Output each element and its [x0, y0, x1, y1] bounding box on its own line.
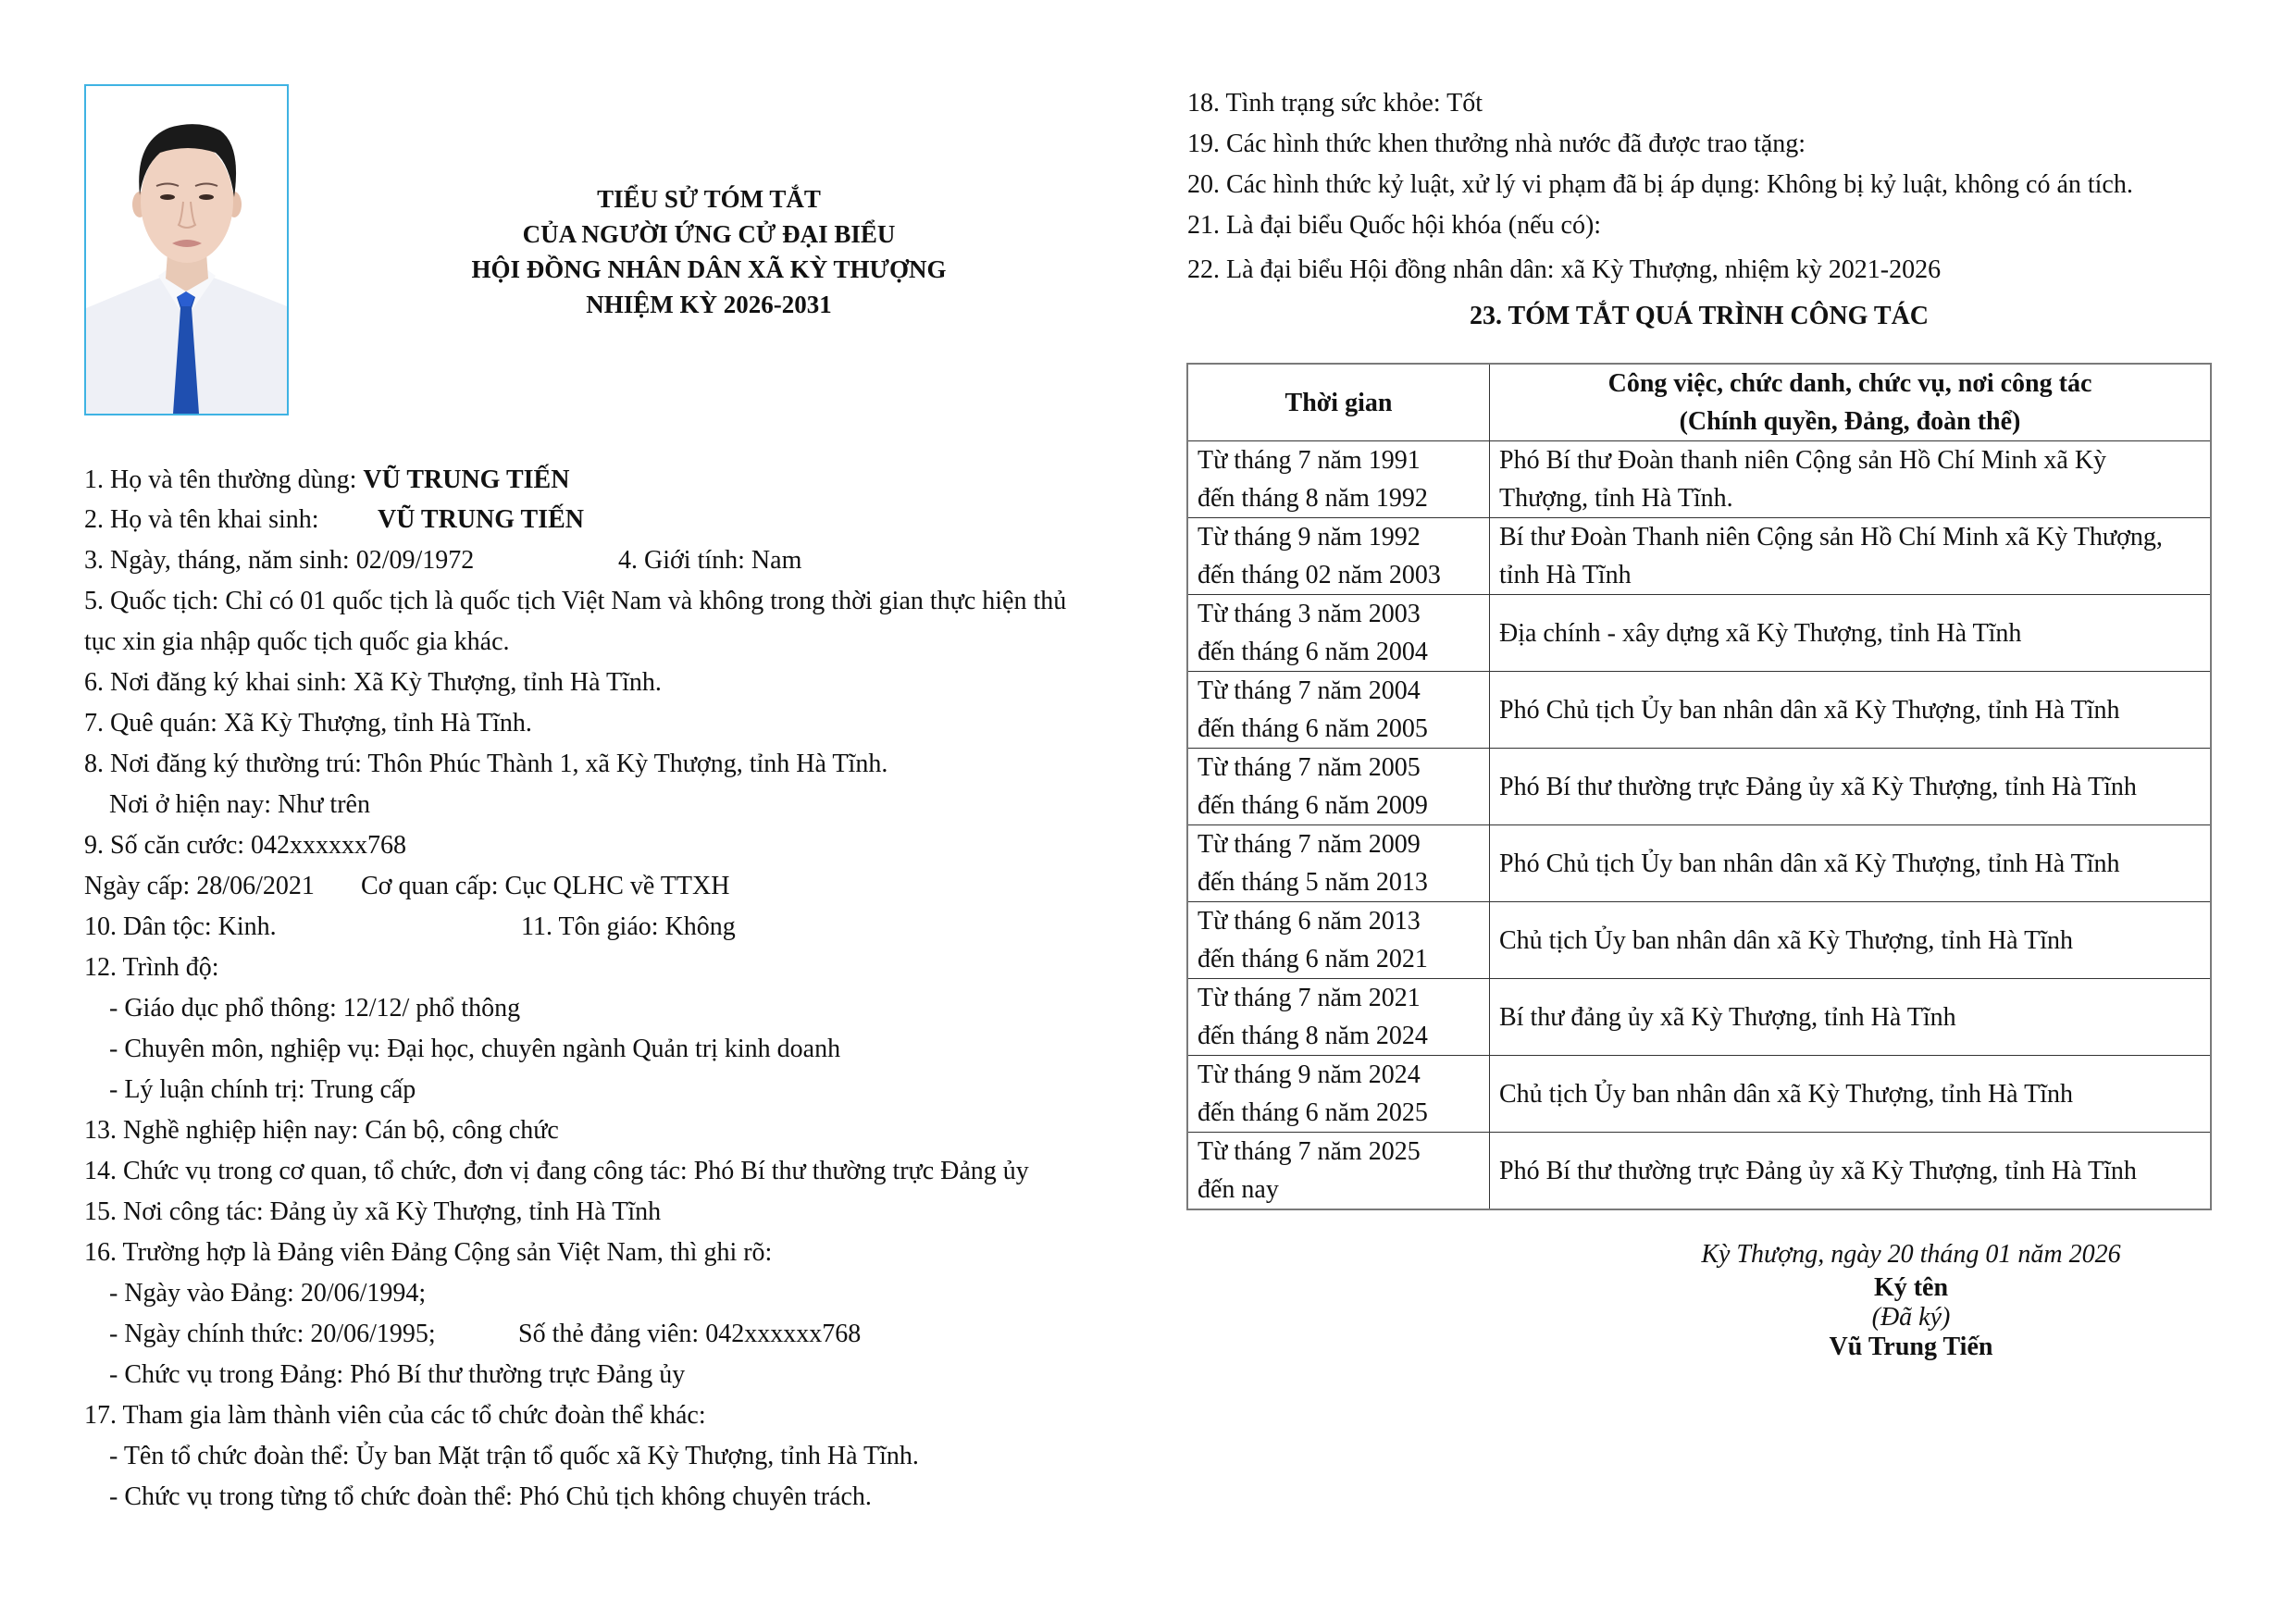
time-from: Từ tháng 9 năm 2024: [1198, 1060, 1421, 1089]
time-cell: [1187, 979, 1490, 1056]
work-history-title: 23. TÓM TẮT QUÁ TRÌNH CÔNG TÁC: [1469, 302, 1930, 330]
table-row: [1187, 902, 2211, 979]
field-value: VŨ TRUNG TIẾN: [363, 465, 570, 494]
time-to: đến tháng 02 năm 2003: [1198, 561, 1441, 589]
table-row: [1187, 1133, 2211, 1210]
title-line-1: TIỂU SỬ TÓM TẮT: [597, 185, 821, 213]
field-id-issuing-agency: Cơ quan cấp: Cục QLHC về TTXH: [361, 872, 730, 900]
job-cell: Địa chính - xây dựng xã Kỳ Thượng, tỉnh Hà Tĩnh: [1490, 595, 2212, 672]
time-to: đến tháng 6 năm 2009: [1198, 791, 1428, 820]
job-text-cont: Thượng, tỉnh Hà Tĩnh.: [1499, 484, 1733, 513]
time-cell: [1187, 672, 1490, 749]
table-row: [1187, 825, 2211, 902]
job-cell: [1490, 518, 2212, 595]
time-from: Từ tháng 7 năm 2005: [1198, 753, 1421, 782]
job-cell: Phó Chủ tịch Ủy ban nhân dân xã Kỳ Thượng, tỉnh Hà Tĩnh: [1490, 672, 2212, 749]
field-education-heading: 12. Trình độ:: [84, 953, 219, 982]
candidate-portrait-photo: [84, 84, 289, 415]
time-to: đến nay: [1198, 1175, 1279, 1204]
field-label: 1. Họ và tên thường dùng:: [84, 465, 364, 494]
time-from: Từ tháng 7 năm 2004: [1198, 676, 1421, 705]
field-party-card-number: Số thẻ đảng viên: 042xxxxxx768: [518, 1320, 862, 1348]
document-title: [431, 181, 987, 322]
table-header-row: [1187, 364, 2211, 441]
time-from: Từ tháng 6 năm 2013: [1198, 907, 1421, 936]
sign-label: Ký tên: [1873, 1273, 1949, 1302]
field-nationality-line-2: tục xin gia nhập quốc tịch quốc gia khác.: [84, 627, 510, 656]
table-row: [1187, 441, 2211, 518]
signer-name: Vũ Trung Tiến: [1829, 1333, 1993, 1361]
field-workplace: 15. Nơi công tác: Đảng ủy xã Kỳ Thượng, tỉnh Hà Tĩnh: [84, 1197, 662, 1226]
field-political-theory: - Lý luận chính trị: Trung cấp: [109, 1075, 416, 1104]
table-row: [1187, 1056, 2211, 1133]
field-party-member-heading: 16. Trường hợp là Đảng viên Đảng Cộng sản Việt Nam, thì ghi rõ:: [84, 1238, 773, 1267]
job-cell: Phó Bí thư thường trực Đảng ủy xã Kỳ Thượng, tỉnh Hà Tĩnh: [1490, 1133, 2212, 1210]
job-text: Bí thư Đoàn Thanh niên Cộng sản Hồ Chí Minh xã Kỳ Thượng,: [1499, 523, 2163, 552]
title-line-4: NHIỆM KỲ 2026-2031: [586, 291, 832, 318]
job-cell: [1490, 441, 2212, 518]
time-from: Từ tháng 9 năm 1992: [1198, 523, 1421, 552]
time-from: Từ tháng 3 năm 2003: [1198, 600, 1421, 628]
field-general-education: - Giáo dục phổ thông: 12/12/ phổ thông: [109, 994, 521, 1023]
job-text-cont: tỉnh Hà Tĩnh: [1499, 561, 1632, 589]
time-to: đến tháng 6 năm 2004: [1198, 638, 1428, 666]
time-from: Từ tháng 7 năm 2025: [1198, 1137, 1421, 1166]
title-line-3: HỘI ĐỒNG NHÂN DÂN XÃ KỲ THƯỢNG: [471, 255, 947, 283]
table-row: [1187, 749, 2211, 825]
field-religion: 11. Tôn giáo: Không: [521, 912, 736, 941]
field-id-issue-date: Ngày cấp: 28/06/2021: [84, 872, 315, 900]
field-dob: 3. Ngày, tháng, năm sinh: 02/09/1972: [84, 546, 475, 575]
job-cell: Phó Chủ tịch Ủy ban nhân dân xã Kỳ Thượng, tỉnh Hà Tĩnh: [1490, 825, 2212, 902]
field-party-position: - Chức vụ trong Đảng: Phó Bí thư thường trực Đảng ủy: [109, 1360, 686, 1389]
place-and-date: Kỳ Thượng, ngày 20 tháng 01 năm 2026: [1701, 1240, 2121, 1269]
job-cell: Chủ tịch Ủy ban nhân dân xã Kỳ Thượng, tỉnh Hà Tĩnh: [1490, 902, 2212, 979]
field-id-number: 9. Số căn cước: 042xxxxxx768: [84, 831, 407, 860]
column-header-time: Thời gian: [1187, 364, 1490, 441]
table-row: [1187, 979, 2211, 1056]
column-header-job: [1490, 364, 2212, 441]
table-row: [1187, 595, 2211, 672]
time-to: đến tháng 8 năm 1992: [1198, 484, 1428, 513]
field-label: 2. Họ và tên khai sinh:: [84, 505, 319, 534]
field-ethnicity: 10. Dân tộc: Kinh.: [84, 912, 277, 941]
job-text: Phó Bí thư Đoàn thanh niên Cộng sản Hồ Chí Minh xã Kỳ: [1499, 446, 2107, 475]
work-history-table: [1186, 363, 2212, 1210]
signed-note: (Đã ký): [1871, 1303, 1951, 1332]
job-cell: Phó Bí thư thường trực Đảng ủy xã Kỳ Thượng, tỉnh Hà Tĩnh: [1490, 749, 2212, 825]
field-national-assembly: 21. Là đại biểu Quốc hội khóa (nếu có):: [1187, 211, 1602, 240]
field-organizations-heading: 17. Tham gia làm thành viên của các tổ chức đoàn thể khác:: [84, 1401, 706, 1430]
time-cell: [1187, 595, 1490, 672]
field-peoples-council: 22. Là đại biểu Hội đồng nhân dân: xã Kỳ Thượng, nhiệm kỳ 2021-2026: [1187, 255, 1942, 284]
job-cell: Chủ tịch Ủy ban nhân dân xã Kỳ Thượng, tỉnh Hà Tĩnh: [1490, 1056, 2212, 1133]
time-cell: [1187, 1133, 1490, 1210]
field-permanent-address: 8. Nơi đăng ký thường trú: Thôn Phúc Thành 1, xã Kỳ Thượng, tỉnh Hà Tĩnh.: [84, 750, 888, 778]
time-cell: [1187, 825, 1490, 902]
field-current-address: Nơi ở hiện nay: Như trên: [109, 790, 370, 819]
field-nationality-line-1: 5. Quốc tịch: Chỉ có 01 quốc tịch là quốc tịch Việt Nam và không trong thời gian thực hiện thủ: [84, 587, 1067, 615]
time-from: Từ tháng 7 năm 2009: [1198, 830, 1421, 859]
time-to: đến tháng 6 năm 2025: [1198, 1098, 1428, 1127]
time-cell: [1187, 902, 1490, 979]
time-to: đến tháng 6 năm 2005: [1198, 714, 1428, 743]
field-organization-position: - Chức vụ trong từng tổ chức đoàn thể: Phó Chủ tịch không chuyên trách.: [109, 1482, 872, 1511]
time-to: đến tháng 5 năm 2013: [1198, 868, 1428, 897]
field-position: 14. Chức vụ trong cơ quan, tổ chức, đơn vị đang công tác: Phó Bí thư thường trực Đảng ủy: [84, 1157, 1029, 1185]
time-to: đến tháng 8 năm 2024: [1198, 1022, 1428, 1050]
time-from: Từ tháng 7 năm 2021: [1198, 984, 1421, 1012]
column-header-job-line-2: (Chính quyền, Đảng, đoàn thể): [1679, 407, 2021, 436]
portrait-image: [86, 86, 287, 414]
field-party-official-date: - Ngày chính thức: 20/06/1995;: [109, 1320, 436, 1348]
field-party-join-date: - Ngày vào Đảng: 20/06/1994;: [109, 1279, 427, 1308]
column-header-job-line-1: Công việc, chức danh, chức vụ, nơi công tác: [1607, 369, 2092, 398]
field-birth-name-value: VŨ TRUNG TIẾN: [378, 505, 585, 534]
field-occupation: 13. Nghề nghiệp hiện nay: Cán bộ, công chức: [84, 1116, 559, 1145]
time-cell: [1187, 1056, 1490, 1133]
field-birth-name: [84, 504, 319, 536]
signature-block: [1657, 1238, 2166, 1364]
time-cell: [1187, 441, 1490, 518]
field-birth-registration: 6. Nơi đăng ký khai sinh: Xã Kỳ Thượng, tỉnh Hà Tĩnh.: [84, 668, 662, 697]
field-gender: 4. Giới tính: Nam: [618, 546, 802, 575]
title-line-2: CỦA NGƯỜI ỨNG CỬ ĐẠI BIỂU: [522, 220, 896, 248]
field-discipline: 20. Các hình thức kỷ luật, xử lý vi phạm đã bị áp dụng: Không bị kỷ luật, không có án tích.: [1187, 170, 2133, 199]
field-hometown: 7. Quê quán: Xã Kỳ Thượng, tỉnh Hà Tĩnh.: [84, 709, 532, 738]
field-organization-name: - Tên tổ chức đoàn thể: Ủy ban Mặt trận tổ quốc xã Kỳ Thượng, tỉnh Hà Tĩnh.: [109, 1442, 919, 1470]
field-common-name: [84, 465, 569, 496]
time-cell: [1187, 749, 1490, 825]
time-cell: [1187, 518, 1490, 595]
job-cell: Bí thư đảng ủy xã Kỳ Thượng, tỉnh Hà Tĩnh: [1490, 979, 2212, 1056]
table-row: [1187, 672, 2211, 749]
time-from: Từ tháng 7 năm 1991: [1198, 446, 1421, 475]
time-to: đến tháng 6 năm 2021: [1198, 945, 1428, 973]
field-awards: 19. Các hình thức khen thưởng nhà nước đã được trao tặng:: [1187, 130, 1806, 158]
table-row: [1187, 518, 2211, 595]
field-health: 18. Tình trạng sức khỏe: Tốt: [1187, 89, 1483, 118]
field-professional-qualification: - Chuyên môn, nghiệp vụ: Đại học, chuyên ngành Quản trị kinh doanh: [109, 1035, 841, 1063]
